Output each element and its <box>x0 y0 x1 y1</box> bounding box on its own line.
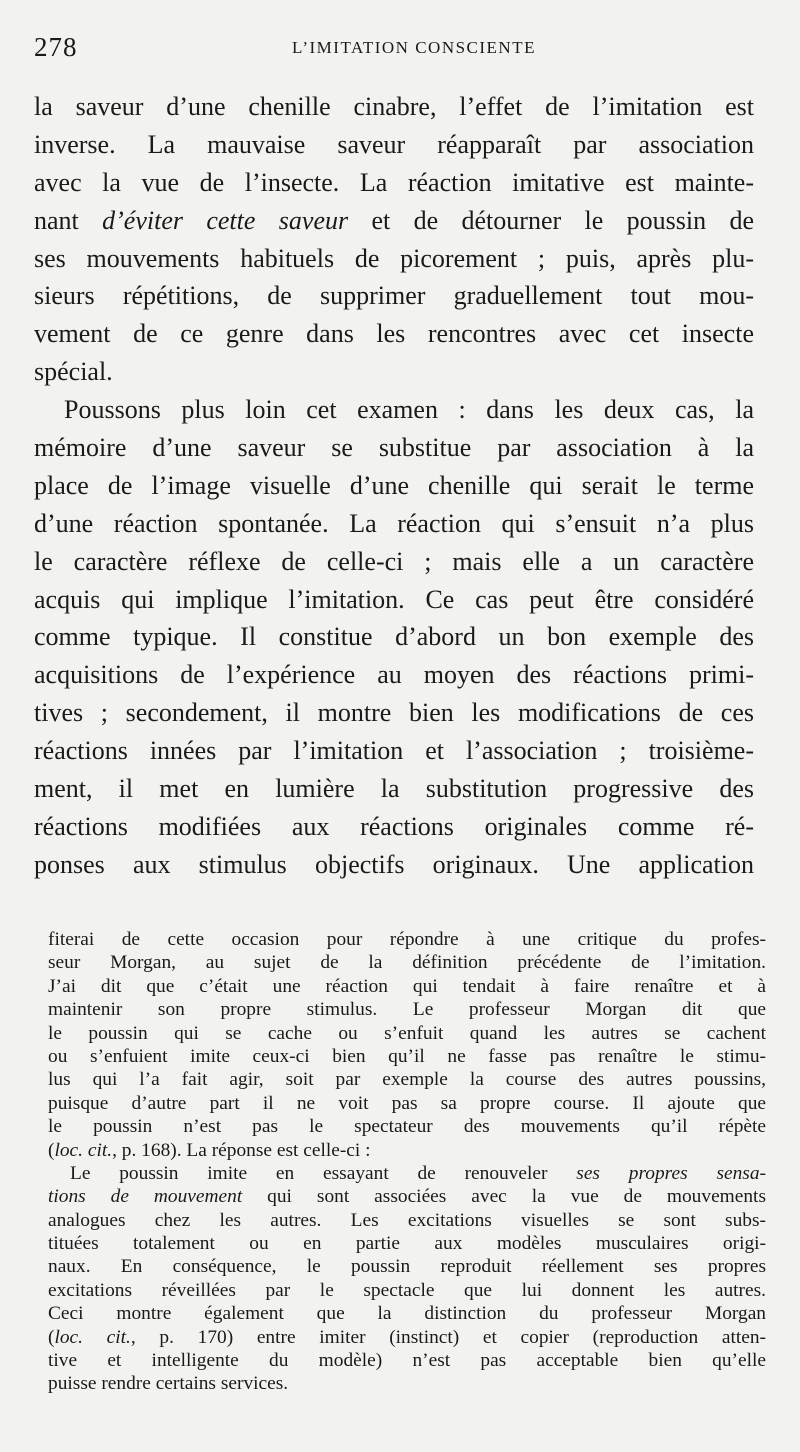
body-line: ment, il met en lumière la substitution progressive des <box>34 774 754 804</box>
body-line: mémoire d’une saveur se substitue par association à la <box>34 433 754 463</box>
footnote-line: excitations réveillées par le spectacle que lui donnent les autres. <box>48 1279 766 1301</box>
body-line: tives ; secondement, il montre bien les modifications de ces <box>34 698 754 728</box>
footnote-line: tituées totalement ou en partie aux modèles musculaires origi- <box>48 1233 766 1255</box>
body-line: réactions modifiées aux réactions originales comme ré- <box>34 811 754 841</box>
body-line: comme typique. Il constitue d’abord un bon exemple des <box>34 622 754 652</box>
body-line: réactions innées par l’imitation et l’association ; troisième- <box>34 736 754 766</box>
body-line: acquisitions de l’expérience au moyen des réactions primi- <box>34 660 754 690</box>
body-line-with-italic <box>34 202 754 240</box>
footnote-line: le poussin n’est pas le spectateur des mouvements qu’il répète <box>48 1116 766 1138</box>
footnote-line: puisque d’autre part il ne voit pas sa propre course. Il ajoute que <box>48 1092 766 1114</box>
body-line: spécial. <box>34 357 113 387</box>
body-line: la saveur d’une chenille cinabre, l’effet de l’imitation est <box>34 92 754 121</box>
italic-phrase: d’éviter cette saveur <box>102 205 349 235</box>
body-line: vement de ce genre dans les rencontres avec cet insecte <box>34 319 754 349</box>
footnote-line: le poussin qui se cache ou s’enfuit quand les autres se cachent <box>48 1022 766 1044</box>
footnote-line: tive et intelligente du modèle) n’est pas acceptable bien qu’elle <box>48 1350 766 1372</box>
footnote-line: (loc. cit., p. 170) entre imiter (instinct) et copier (reproduction atten- <box>48 1326 766 1348</box>
footnote-line: seur Morgan, au sujet de la définition précédente de l’imitation. <box>48 952 766 974</box>
footnote-line: fiterai de cette occasion pour répondre à une critique du profes- <box>48 929 766 950</box>
body-line: place de l’image visuelle d’une chenille qui serait le terme <box>34 470 754 500</box>
body-text-segment: nant <box>34 205 103 235</box>
footnote-line: tions de mouvement qui sont associées avec la vue de mouvements <box>48 1186 766 1208</box>
page-number: 278 <box>34 32 78 62</box>
footnote-line: maintenir son propre stimulus. Le professeur Morgan dit que <box>48 999 766 1021</box>
footnote-line: naux. En conséquence, le poussin reproduit réellement ses propres <box>48 1256 766 1278</box>
footnote-line: puisse rendre certains services. <box>48 1373 289 1395</box>
italic-phrase: loc. cit. <box>54 1326 131 1348</box>
italic-phrase: loc. cit. <box>54 1139 113 1161</box>
body-line: inverse. La mauvaise saveur réapparaît par association <box>34 129 754 159</box>
main-body-text <box>34 88 754 884</box>
footnote-line: Ceci montre également que la distinction du professeur Morgan <box>48 1303 766 1325</box>
footnote-line: ou s’enfuient imite ceux-ci bien qu’il ne fasse pas renaître le stimu- <box>48 1045 766 1067</box>
body-line: avec la vue de l’insecte. La réaction imitative est mainte- <box>34 167 754 197</box>
footnote-line: J’ai dit que c’était une réaction qui tendait à faire renaître et à <box>48 975 766 997</box>
running-title: L’IMITATION CONSCIENTE <box>292 38 536 57</box>
footnote-line: (loc. cit., p. 168). La réponse est celle-ci : <box>48 1139 371 1161</box>
body-line: Poussons plus loin cet examen : dans les deux cas, la <box>64 395 754 425</box>
body-line: d’une réaction spontanée. La réaction qui s’ensuit n’a plus <box>34 508 754 538</box>
footnote-block <box>48 928 766 1396</box>
italic-phrase: ses propres sensa- <box>576 1162 766 1184</box>
body-line: ses mouvements habituels de picorement ; puis, après plu- <box>34 243 754 273</box>
italic-phrase: tions de mouvement <box>48 1186 243 1208</box>
body-text-segment: et de détourner le poussin de <box>348 205 755 235</box>
body-line: acquis qui implique l’imitation. Ce cas peut être considéré <box>34 584 754 614</box>
footnote-line: analogues chez les autres. Les excitations visuelles se sont subs- <box>48 1209 766 1231</box>
body-line: sieurs répétitions, de supprimer graduellement tout mou- <box>34 281 754 311</box>
footnote-line: Le poussin imite en essayant de renouveler ses propres sensa- <box>70 1162 766 1184</box>
body-line: le caractère réflexe de celle-ci ; mais elle a un caractère <box>34 546 754 576</box>
footnote-line: lus qui l’a fait agir, soit par exemple la course des autres poussins, <box>48 1069 766 1091</box>
body-line: ponses aux stimulus objectifs originaux. Une application <box>34 849 754 879</box>
page-header <box>34 32 754 68</box>
